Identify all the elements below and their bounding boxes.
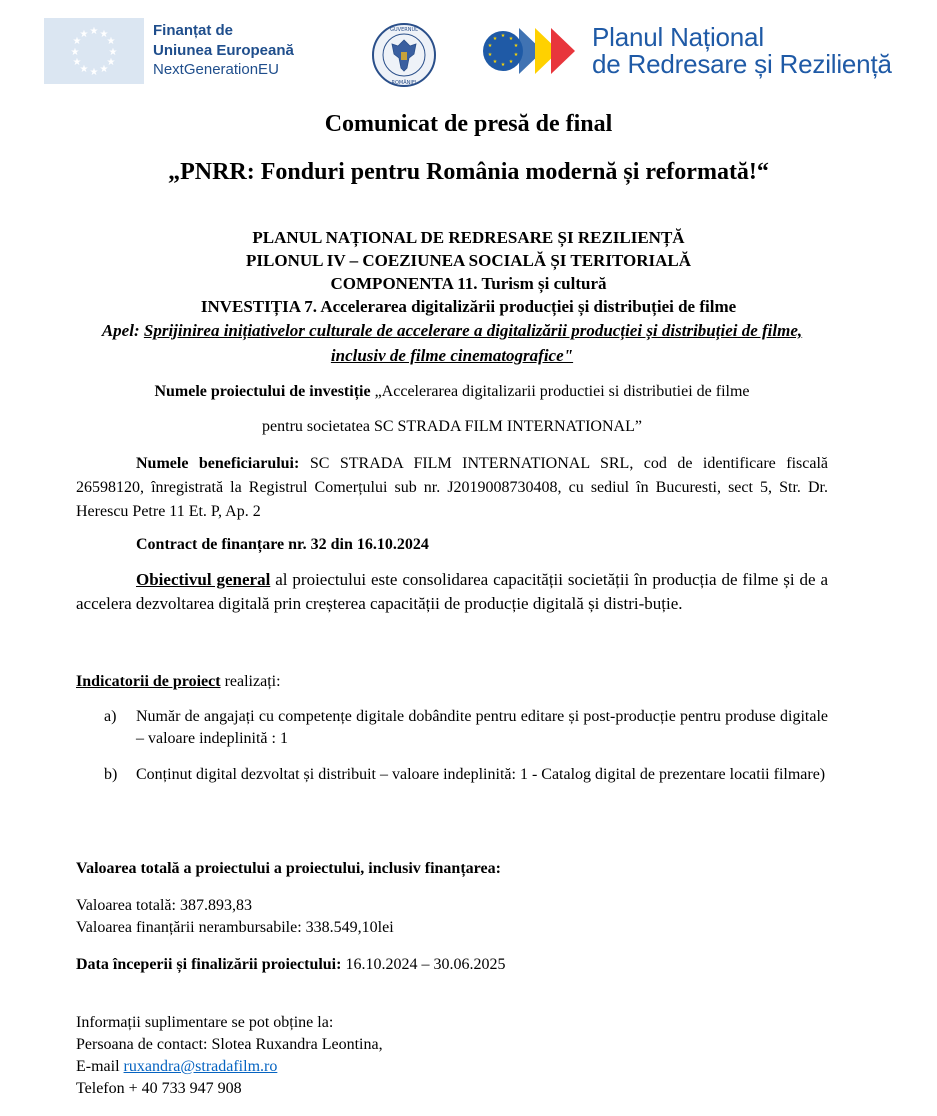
svg-text:★: ★ bbox=[70, 47, 80, 58]
eu-line-1: Finanțat de bbox=[153, 22, 234, 39]
program-line-1: PLANUL NAȚIONAL DE REDRESARE ȘI REZILIENȚĂ bbox=[252, 228, 685, 247]
svg-text:★: ★ bbox=[513, 52, 519, 58]
program-line-2: PILONUL IV – COEZIUNEA SOCIALĂ ȘI TERITORIALĂ bbox=[246, 251, 691, 270]
list-item-text: Conținut digital dezvoltat și distribuit – valoare indeplinită: 1 - Catalog digital de prezentare locatii filmare) bbox=[136, 766, 826, 783]
contact-intro: Informații suplimentare se pot obține la: bbox=[76, 1014, 334, 1031]
eu-line-3: NextGenerationEU bbox=[153, 61, 279, 78]
svg-text:★: ★ bbox=[487, 52, 493, 58]
project-name-line-2 bbox=[76, 415, 828, 439]
svg-text:★: ★ bbox=[500, 33, 506, 39]
svg-text:★: ★ bbox=[492, 59, 498, 65]
call-title: Sprijinirea inițiativelor culturale de accelerare a digitalizării producției și distribuției de filme, inclusiv de filme cinematografice" bbox=[143, 321, 803, 365]
program-block bbox=[0, 226, 937, 318]
svg-text:★: ★ bbox=[72, 36, 82, 47]
eu-line-2: Uniunea Europeană bbox=[153, 41, 294, 59]
list-marker: b) bbox=[104, 766, 118, 783]
list-marker: a) bbox=[104, 708, 117, 725]
svg-text:★: ★ bbox=[99, 64, 109, 75]
project-name-label: Numele proiectului de investiție bbox=[154, 383, 371, 400]
call-text bbox=[76, 318, 828, 368]
values-title: Valoarea totală a proiectului a proiectului, inclusiv finanțarea: bbox=[76, 860, 501, 877]
contact-email-line bbox=[76, 1056, 828, 1078]
objective-label: Obiectivul general bbox=[136, 570, 271, 589]
objective-paragraph bbox=[76, 568, 828, 616]
objective-text: al proiectului este consolidarea capacității societății în producția de filme și de a accelera dezvoltarea digitală prin creșterea capacității de producție digitală și distri-buție. bbox=[76, 570, 828, 613]
pnrr-logo-icon bbox=[481, 22, 583, 80]
svg-text:ROMÂNIEI: ROMÂNIEI bbox=[391, 80, 417, 86]
svg-text:★: ★ bbox=[106, 36, 116, 47]
project-name-line-1 bbox=[76, 380, 828, 404]
pnrr-title-text bbox=[592, 24, 892, 78]
values-block bbox=[76, 895, 828, 939]
call-label: Apel: bbox=[101, 321, 140, 340]
list-item-text: Număr de angajați cu competențe digitale dobândite pentru editare și post-producție pentru produse digitale – valoare indeplinită : 1 bbox=[136, 708, 828, 747]
indicators-suffix: realizați: bbox=[224, 673, 281, 690]
eu-funding-text bbox=[153, 21, 294, 80]
dates-label: Data începerii și finalizării proiectului: bbox=[76, 956, 342, 973]
beneficiary-paragraph bbox=[76, 452, 828, 524]
indicators-label: Indicatorii de proiect bbox=[76, 673, 221, 690]
svg-text:★: ★ bbox=[89, 26, 99, 37]
svg-text:GUVERNUL: GUVERNUL bbox=[390, 27, 418, 33]
total-value: Valoarea totală: 387.893,83 bbox=[76, 897, 252, 914]
list-item bbox=[104, 706, 828, 750]
eu-flag-icon bbox=[44, 18, 144, 84]
svg-text:★: ★ bbox=[508, 36, 514, 42]
beneficiary-value: SC STRADA FILM INTERNATIONAL SRL, cod de identificare fiscală 26598120, înregistrată la Registrul Comerțului sub nr. J2019008730408, cu sediul în Bucuresti, sect 5, Str. Dr. Herescu Petre 11 Et. P, Ap. 2 bbox=[76, 455, 828, 520]
svg-text:★: ★ bbox=[513, 43, 519, 49]
pnrr-line-2: de Redresare și Reziliență bbox=[592, 49, 892, 79]
contact-person: Persoana de contact: Slotea Ruxandra Leontina, bbox=[76, 1036, 383, 1053]
project-dates bbox=[76, 953, 828, 977]
header-logos bbox=[0, 0, 937, 100]
svg-text:★: ★ bbox=[487, 43, 493, 49]
svg-text:★: ★ bbox=[99, 29, 109, 40]
email-link[interactable]: ruxandra@stradafilm.ro bbox=[123, 1058, 278, 1075]
page-title: Comunicat de presă de final bbox=[324, 111, 613, 137]
svg-text:★: ★ bbox=[72, 57, 82, 68]
email-label: E-mail bbox=[76, 1058, 120, 1075]
indicators-heading bbox=[76, 670, 828, 694]
project-name-value-1: „Accelerarea digitalizarii productiei si distributiei de filme bbox=[374, 383, 750, 400]
contact-phone: Telefon + 40 733 947 908 bbox=[76, 1080, 242, 1097]
pnrr-line-1: Planul Național bbox=[592, 22, 764, 52]
svg-text:★: ★ bbox=[508, 59, 514, 65]
svg-text:★: ★ bbox=[500, 62, 506, 68]
list-item bbox=[104, 764, 828, 786]
dates-value: 16.10.2024 – 30.06.2025 bbox=[345, 956, 506, 973]
svg-text:★: ★ bbox=[79, 29, 89, 40]
government-seal-icon bbox=[371, 22, 437, 88]
contact-block bbox=[76, 1012, 828, 1100]
svg-text:★: ★ bbox=[106, 57, 116, 68]
svg-text:★: ★ bbox=[89, 67, 99, 78]
program-line-4: INVESTIȚIA 7. Accelerarea digitalizării producției și distribuției de filme bbox=[200, 297, 737, 316]
svg-text:★: ★ bbox=[108, 47, 118, 58]
beneficiary-label: Numele beneficiarului: bbox=[136, 455, 300, 472]
project-name-value-2: pentru societatea SC STRADA FILM INTERNATIONAL” bbox=[262, 418, 642, 435]
svg-text:★: ★ bbox=[492, 36, 498, 42]
nonrefundable-value: Valoarea finanțării nerambursabile: 338.549,10lei bbox=[76, 919, 394, 936]
program-line-3: COMPONENTA 11. Turism și cultură bbox=[330, 274, 607, 293]
page-subtitle: „PNRR: Fonduri pentru România modernă și reformată!“ bbox=[168, 159, 769, 185]
svg-text:★: ★ bbox=[79, 64, 89, 75]
contract-line: Contract de finanțare nr. 32 din 16.10.2024 bbox=[136, 536, 429, 553]
